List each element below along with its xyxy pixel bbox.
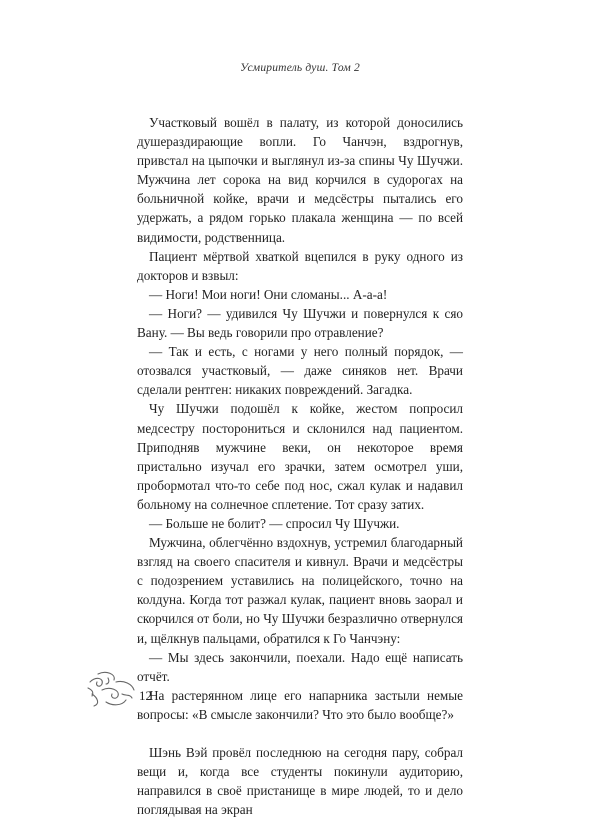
- paragraph: — Мы здесь закончили, поехали. Надо ещё написать отчёт.: [137, 649, 463, 684]
- paragraph: — Больше не болит? — спросил Чу Шучжи.: [149, 515, 400, 531]
- paragraph: Пациент мёртвой хваткой вцепился в руку одного из докторов и взвыл:: [137, 248, 463, 283]
- paragraph: — Ноги! Мои ноги! Они сломаны... А-а-а!: [149, 286, 388, 302]
- paragraph: Мужчина, облегчённо вздохнув, устремил благодарный взгляд на своего спасителя и кивнул. Врачи и медсёстры с подозрением уставились на полицейского, точно на колдуна. Когда тот разжал кулак, пациент вновь заорал и скорчился от боли, но Чу Шучжи безразлично отвернулся и, щёлкнув пальцами, обратился к Го Чанчэну:: [137, 535, 463, 646]
- running-header: Усмиритель душ. Том 2: [240, 62, 360, 74]
- page-body-text: [137, 113, 463, 819]
- page-number: 12: [139, 688, 152, 703]
- paragraph: На растерянном лице его напарника застыли немые вопросы: «В смысле закончили? Что это было вообще?»: [137, 687, 463, 722]
- paragraph: — Так и есть, с ногами у него полный порядок, — отозвался участковый, — даже синяков нет. Врачи сделали рентген: никаких повреждений. Загадка.: [137, 344, 463, 398]
- paragraph: Чу Шучжи подошёл к койке, жестом попросил медсестру посторониться и склонился над пациентом. Приподняв мужчине веки, он некоторое время пристально изучал его зрачки, затем осмотрел уши, пробормотал что-то себе под нос, сжал кулак и надавил больному на солнечное сплетение. Тот сразу затих.: [137, 401, 463, 512]
- paragraph: — Ноги? — удивился Чу Шучжи и повернулся к сяо Вану. — Вы ведь говорили про отравление?: [137, 305, 463, 341]
- cloud-swirl-ornament-icon: [86, 668, 138, 710]
- paragraph-section-start: Шэнь Вэй провёл последнюю на сегодня пару, собрал вещи и, когда все студенты покинули аудиторию, направился в своё пристанище в мире людей, то и дело поглядывая на экран: [137, 745, 463, 818]
- paragraph: Участковый вошёл в палату, из которой доносились душераздирающие вопли. Го Чанчэн, вздрогнув, привстал на цыпочки и выглянул из-за спины Чу Шучжи. Мужчина лет сорока на вид корчился в судорогах на больничной койке, врачи и медсёстры пытались его удержать, а рядом горько плакала женщина — по всей видимости, родственница.: [137, 115, 463, 245]
